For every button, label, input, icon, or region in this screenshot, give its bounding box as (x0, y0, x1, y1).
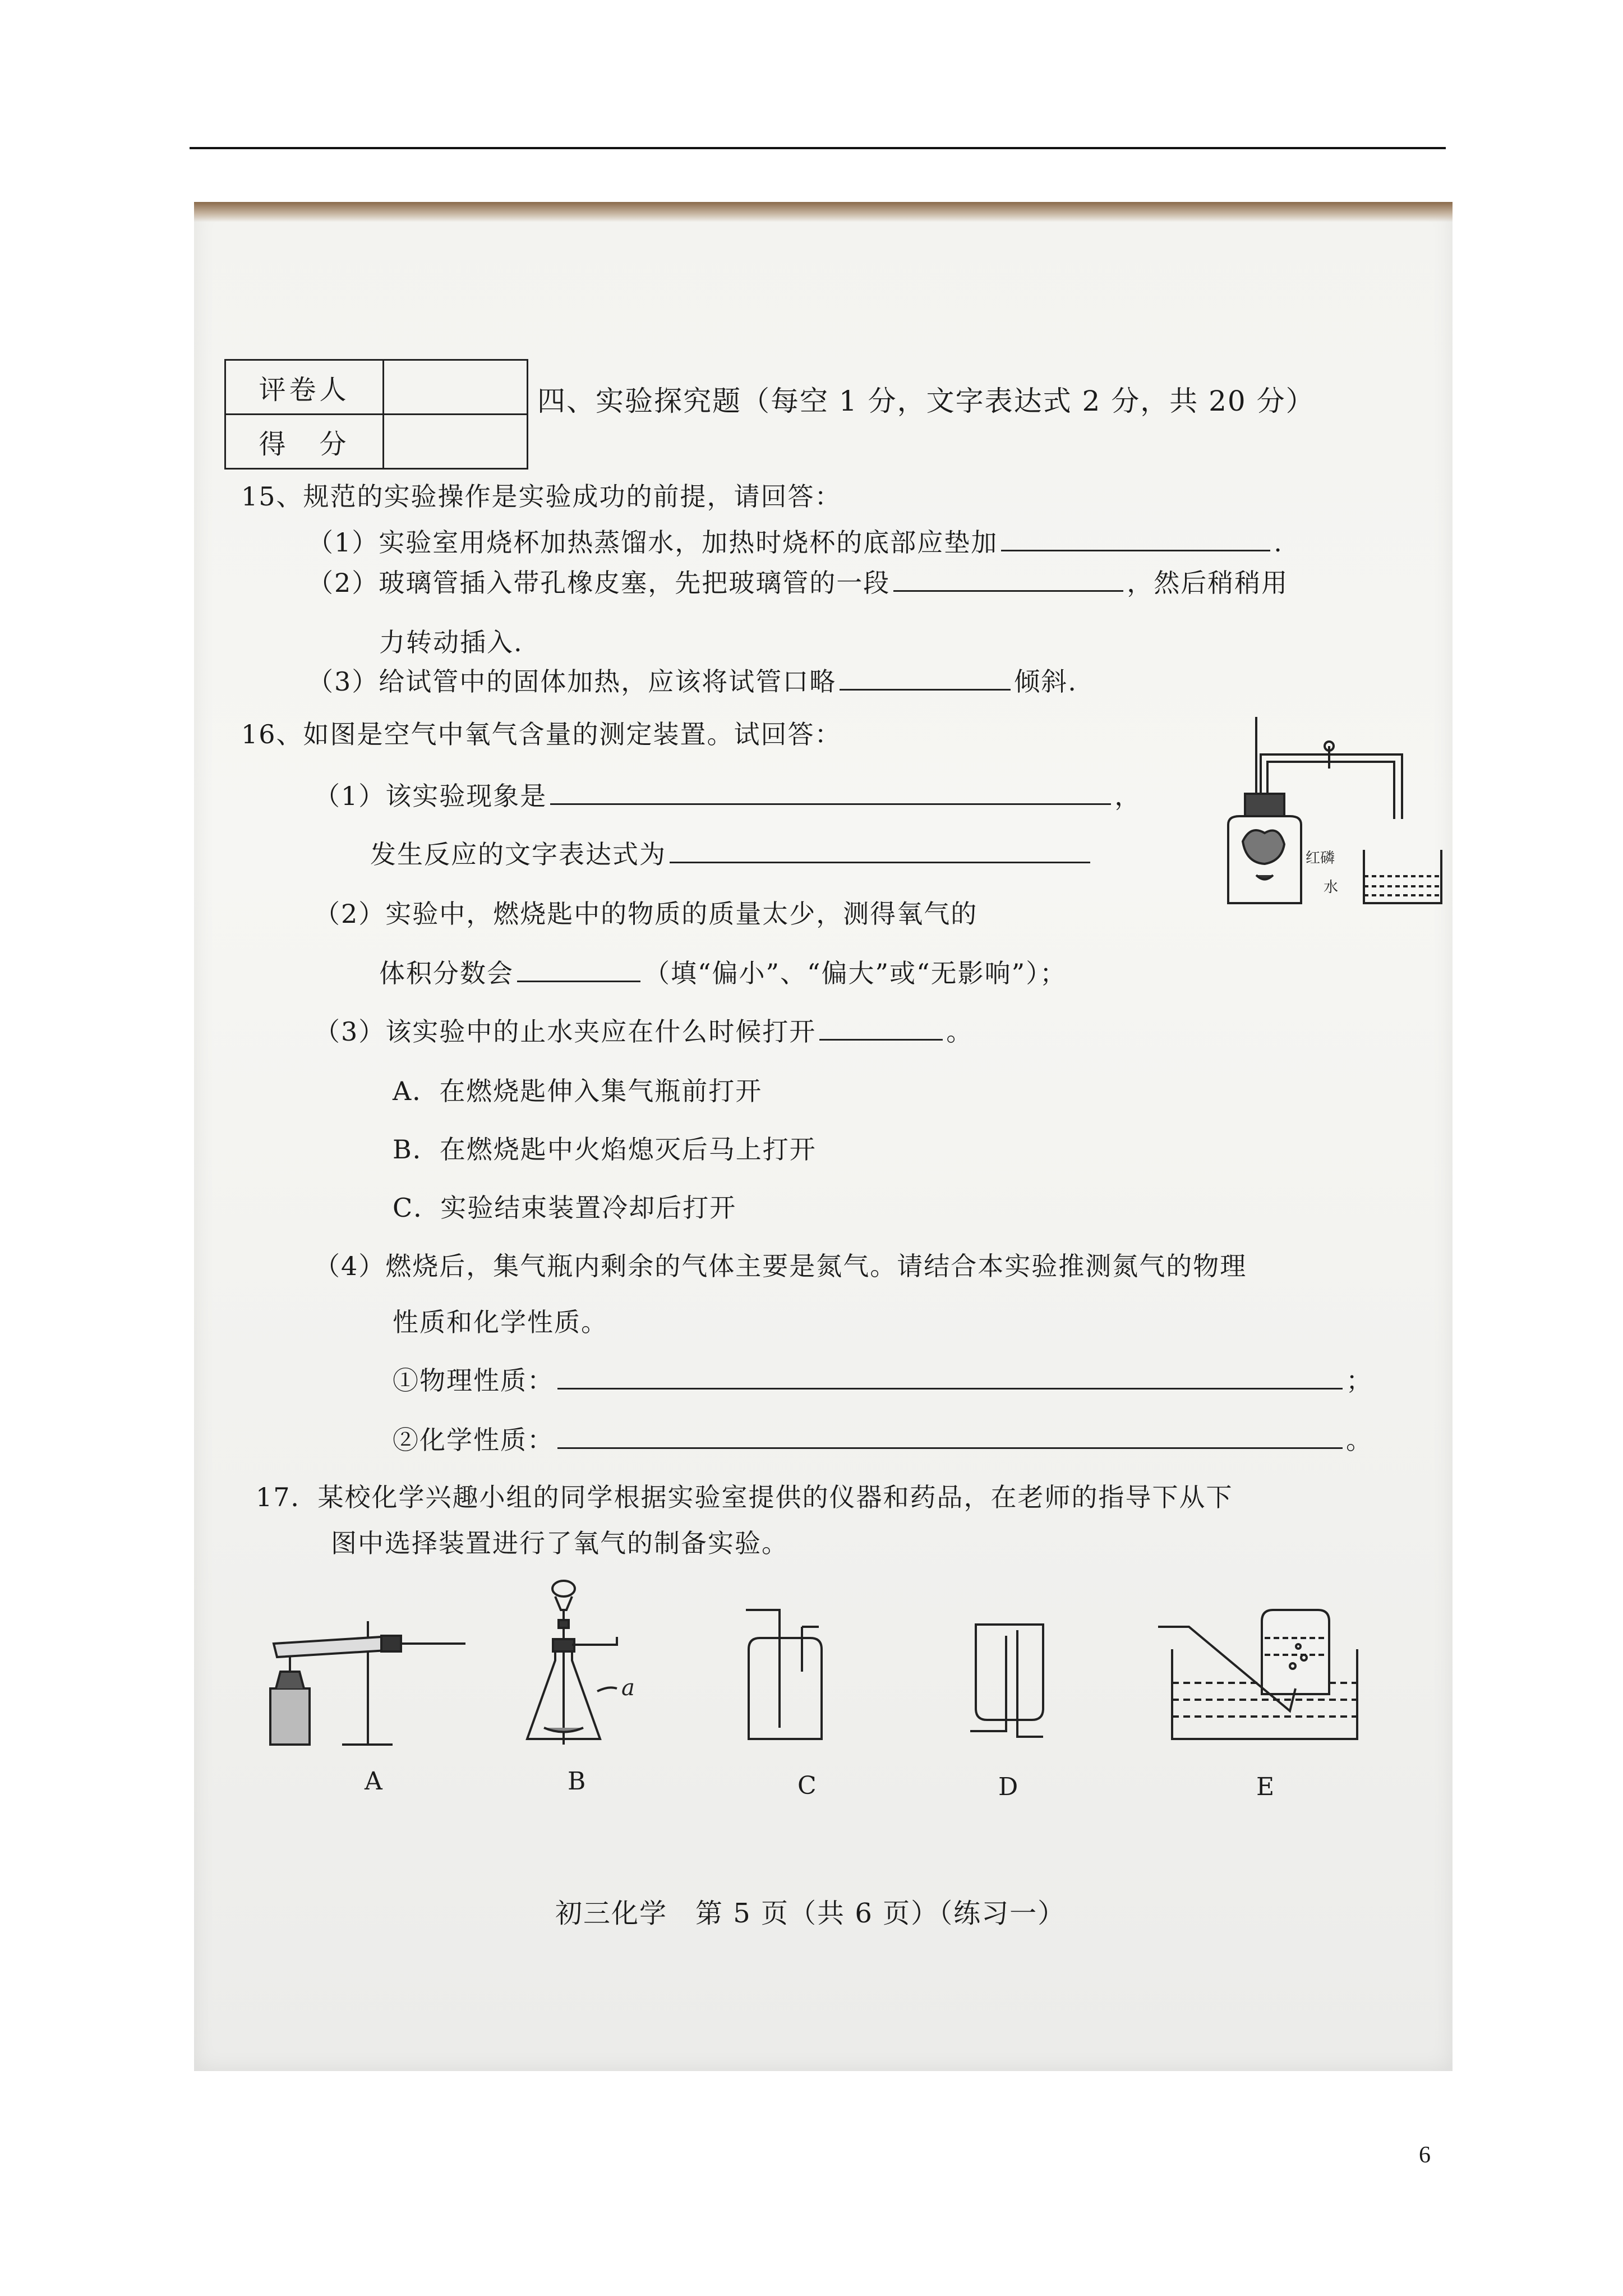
apparatus-d-bottle (965, 1619, 1054, 1754)
q16-part1-text: （1）该实验现象是 (314, 781, 547, 811)
q16-part1-end: ， (1114, 781, 1142, 811)
q15-part2 (307, 570, 1288, 596)
q16-physical (393, 1365, 1373, 1396)
section-title: 四、实验探究题（每空 1 分，文字表达式 2 分，共 20 分） (537, 385, 1315, 417)
q15-blank-3[interactable] (840, 688, 1011, 691)
page-number: 6 (1419, 2142, 1431, 2168)
q16-blank-2[interactable] (670, 861, 1090, 863)
q16-physical-end: ； (1346, 1365, 1373, 1396)
q15-blank-2[interactable] (893, 590, 1123, 592)
q17-stem: 17．某校化学兴趣小组的同学根据实验室提供的仪器和药品，在老师的指导下从下 (256, 1482, 1233, 1512)
q15-stem: 15、规范的实验操作是实验成功的前提，请回答： (241, 481, 842, 512)
q16-chemical-label: ②化学性质： (393, 1425, 554, 1455)
q16-part4: （4）燃烧后，集气瓶内剩余的气体主要是氮气。请结合本实验推测氮气的物理 (314, 1251, 1247, 1281)
q15-part3-text: （3）给试管中的固体加热，应该将试管口略 (307, 666, 837, 697)
label-red-phosphorus: 红磷 (1306, 850, 1335, 867)
apparatus-c-bottle (740, 1604, 830, 1750)
q16-part4b: 性质和化学性质。 (393, 1307, 608, 1337)
score-table (224, 359, 528, 470)
q16-chemical-end: 。 (1346, 1425, 1373, 1455)
label-a: A (365, 1767, 382, 1796)
q15-part2-end: ，然后稍稍用 (1127, 568, 1289, 598)
q15-part3-end: 倾斜. (1014, 666, 1077, 697)
label-d: D (998, 1773, 1018, 1801)
header-rule (190, 147, 1446, 149)
marker-a: a (621, 1675, 635, 1701)
q16-blank-3[interactable] (517, 980, 640, 982)
q16-option-c: C．实验结束装置冷却后打开 (393, 1193, 737, 1223)
paper-edge-shadow (194, 202, 1453, 222)
q15-part1-end: . (1274, 527, 1283, 558)
q16-part3-text: （3）该实验中的止水夹应在什么时候打开 (314, 1016, 817, 1047)
q15-part3 (307, 666, 1077, 697)
apparatus-e-water-trough (1155, 1604, 1368, 1750)
label-c: C (797, 1772, 817, 1800)
q16-part1b-text: 发生反应的文字表达式为 (370, 839, 666, 869)
q16-chemical (393, 1427, 1373, 1453)
apparatus-a-heating (264, 1604, 477, 1750)
q16-part3-end: 。 (946, 1016, 974, 1047)
q15-blank-1[interactable] (1001, 549, 1270, 551)
q16-part1 (314, 783, 1141, 809)
q16-part1b (370, 841, 1094, 867)
reviewer-cell (384, 360, 528, 415)
q16-physical-label: ①物理性质： (393, 1365, 554, 1396)
q16-part2b-text: 体积分数会 (379, 958, 514, 988)
q16-part2b (379, 960, 1067, 986)
reviewer-label: 评卷人 (225, 360, 384, 415)
q15-part2-text: （2）玻璃管插入带孔橡皮塞，先把玻璃管的一段 (307, 568, 891, 598)
q16-option-b: B．在燃烧匙中火焰熄灭后马上打开 (393, 1134, 817, 1165)
q16-part2b-end: （填“偏小”、“偏大”或“无影响”）； (644, 958, 1067, 988)
page-footer: 初三化学 第 5 页（共 6 页）（练习一） (555, 1898, 1066, 1929)
label-b: B (568, 1767, 586, 1796)
score-cell (384, 415, 528, 469)
q15-part1 (307, 527, 1283, 558)
label-water: 水 (1324, 879, 1339, 896)
q16-blank-4[interactable] (819, 1038, 943, 1041)
q16-part2: （2）实验中，燃烧匙中的物质的质量太少，测得氧气的 (314, 899, 978, 929)
oxygen-measurement-apparatus (1211, 712, 1458, 926)
q15-part1-text: （1）实验室用烧杯加热蒸馏水，加热时烧杯的底部应垫加 (307, 527, 998, 558)
apparatus-b-flask (522, 1576, 667, 1756)
q16-blank-6[interactable] (557, 1447, 1343, 1449)
q16-blank-5[interactable] (557, 1387, 1343, 1389)
q16-blank-1[interactable] (550, 803, 1111, 805)
q16-stem: 16、如图是空气中氧气含量的测定装置。试回答： (241, 719, 842, 749)
score-label: 得 分 (225, 415, 384, 469)
q15-part2-cont: 力转动插入. (379, 627, 523, 657)
q16-option-a: A．在燃烧匙伸入集气瓶前打开 (393, 1076, 763, 1106)
label-e: E (1256, 1773, 1275, 1801)
q16-part3 (314, 1016, 974, 1047)
q17-stem-b: 图中选择装置进行了氧气的制备实验。 (331, 1528, 789, 1558)
